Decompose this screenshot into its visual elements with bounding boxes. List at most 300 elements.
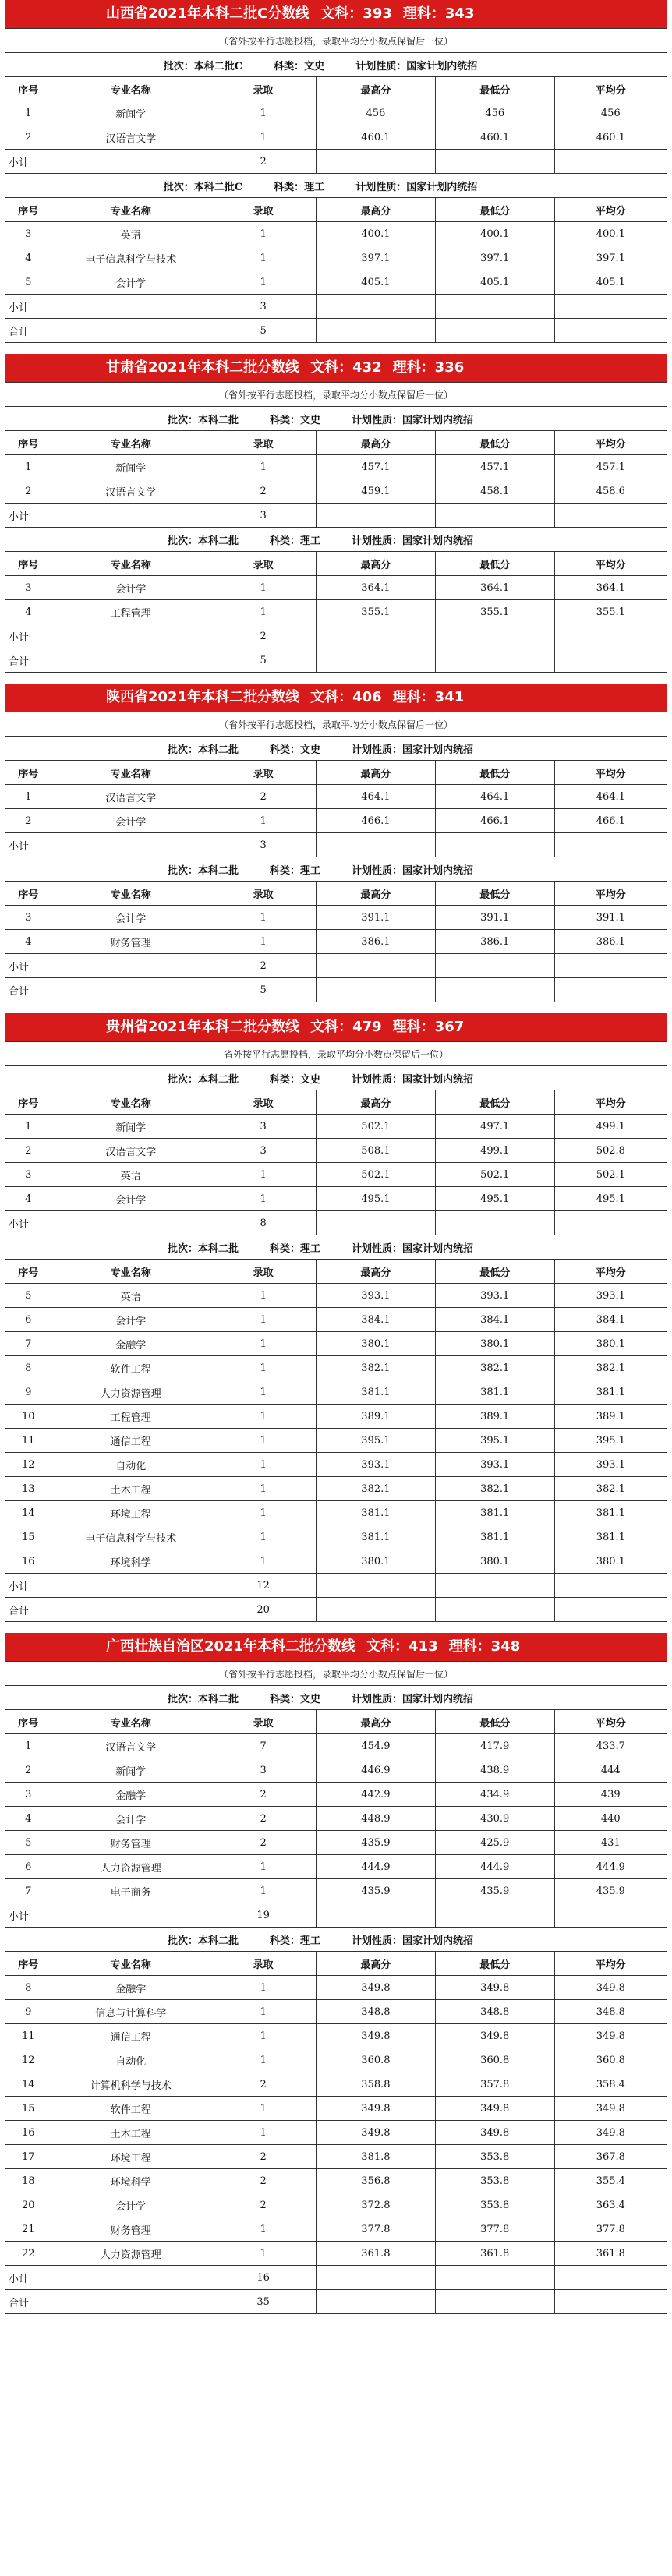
- empty-cell: [317, 1211, 436, 1235]
- table-cell: 433.7: [554, 1734, 667, 1758]
- empty-cell: [554, 648, 667, 673]
- total-label: 合计: [5, 648, 51, 673]
- table-cell: 395.1: [554, 1429, 667, 1453]
- column-header: 最低分: [435, 552, 554, 576]
- table-cell: 会计学: [51, 809, 210, 833]
- column-header: 专业名称: [51, 1260, 210, 1284]
- table-cell: 2: [210, 1831, 317, 1855]
- table-cell: 1: [210, 1380, 317, 1405]
- table-cell: 14: [5, 1501, 51, 1525]
- plan-value: 国家计划内统招: [402, 744, 474, 756]
- column-header: 最高分: [317, 882, 436, 906]
- table-cell: 459.1: [317, 479, 436, 504]
- table-cell: 1: [210, 809, 317, 833]
- batch-label: 批次：: [167, 1935, 198, 1947]
- subtotal-label: 小计: [5, 295, 51, 319]
- subject-value: 文史: [304, 60, 325, 72]
- empty-cell: [51, 504, 210, 528]
- empty-cell: [554, 2266, 667, 2290]
- table-cell: 384.1: [317, 1308, 436, 1332]
- subject-label: 科类：: [269, 1935, 300, 1947]
- subtotal-value: 2: [210, 150, 317, 174]
- like-line: 理科：367: [392, 1019, 465, 1035]
- table-cell: 380.1: [435, 1549, 554, 1574]
- table-cell: 384.1: [554, 1308, 667, 1332]
- column-header: 最高分: [317, 1260, 436, 1284]
- empty-cell: [317, 2290, 436, 2314]
- batch-info: [5, 1066, 667, 1090]
- column-header: 序号: [5, 761, 51, 785]
- table-cell: 3: [5, 222, 51, 246]
- column-header: 序号: [5, 1090, 51, 1115]
- table-cell: 393.1: [435, 1453, 554, 1477]
- batch-field: [168, 532, 239, 547]
- table-cell: 会计学: [51, 1807, 210, 1831]
- batch-field: [164, 178, 242, 193]
- table-cell: 372.8: [317, 2193, 436, 2217]
- table-cell: 381.1: [554, 1380, 667, 1405]
- table-cell: 新闻学: [51, 1758, 210, 1783]
- empty-cell: [435, 319, 554, 343]
- table-row: [5, 930, 667, 954]
- table-row: [5, 785, 667, 809]
- total-label: 合计: [5, 1598, 51, 1622]
- table-row: [5, 600, 667, 624]
- table-cell: 3: [5, 576, 51, 600]
- column-header: 平均分: [554, 882, 667, 906]
- table-cell: 440: [554, 1807, 667, 1831]
- subject-label: 科类：: [274, 181, 305, 193]
- table-cell: 汉语言文学: [51, 1139, 210, 1163]
- total-row: [5, 978, 667, 1002]
- table-cell: 444: [554, 1758, 667, 1783]
- section-header: [5, 0, 667, 28]
- wenke-line: 文科：393: [320, 5, 392, 22]
- table-cell: 2: [5, 479, 51, 504]
- table-row: [5, 1308, 667, 1332]
- empty-cell: [51, 978, 210, 1002]
- empty-cell: [435, 648, 554, 673]
- batch-row: [5, 528, 667, 552]
- subject-value: 文史: [300, 1693, 321, 1705]
- table-cell: 汉语言文学: [51, 479, 210, 504]
- subtotal-row: [5, 954, 667, 978]
- plan-label: 计划性质：: [352, 535, 403, 547]
- table-cell: 460.1: [317, 125, 436, 150]
- table-row: [5, 2097, 667, 2121]
- total-value: 5: [210, 319, 317, 343]
- table-row: [5, 1976, 667, 2000]
- table-cell: 391.1: [554, 906, 667, 930]
- table-cell: 382.1: [554, 1477, 667, 1501]
- table-cell: 1: [210, 1549, 317, 1574]
- table-cell: 环境科学: [51, 2169, 210, 2193]
- column-header: 最高分: [317, 552, 436, 576]
- subject-field: [270, 1240, 320, 1255]
- plan-value: 国家计划内统招: [402, 1693, 474, 1705]
- column-header: 序号: [5, 431, 51, 455]
- column-header: 最低分: [435, 1090, 554, 1115]
- table-cell: 1: [210, 576, 317, 600]
- plan-value: 国家计划内统招: [402, 414, 474, 426]
- like-line: 理科：343: [402, 5, 475, 22]
- table-cell: 439: [554, 1783, 667, 1807]
- table-cell: 1: [210, 2121, 317, 2145]
- empty-cell: [317, 624, 436, 648]
- column-header: 录取: [210, 77, 317, 101]
- table-cell: 英语: [51, 222, 210, 246]
- subtotal-row: [5, 624, 667, 648]
- table-row: [5, 1284, 667, 1308]
- table-cell: 384.1: [435, 1308, 554, 1332]
- empty-cell: [51, 2290, 210, 2314]
- table-row: [5, 1356, 667, 1380]
- table-cell: 349.8: [554, 1976, 667, 2000]
- table-cell: 16: [5, 2121, 51, 2145]
- column-header: 最低分: [435, 1952, 554, 1976]
- table-cell: 1: [210, 1477, 317, 1501]
- plan-field: [352, 412, 473, 426]
- table-cell: 448.9: [317, 1807, 436, 1831]
- column-header: 平均分: [554, 1710, 667, 1734]
- batch-row: [5, 1235, 667, 1260]
- column-header-row: [5, 1952, 667, 1976]
- total-value: 5: [210, 648, 317, 673]
- plan-field: [352, 1932, 473, 1947]
- table-cell: 361.8: [554, 2242, 667, 2266]
- column-header: 最高分: [317, 1710, 436, 1734]
- section-header: [5, 1013, 667, 1041]
- note-row: [5, 1662, 667, 1686]
- column-header: 专业名称: [51, 1090, 210, 1115]
- table-cell: 9: [5, 2000, 51, 2024]
- table-cell: 会计学: [51, 906, 210, 930]
- subtotal-value: 12: [210, 1574, 317, 1598]
- province-section: [5, 1633, 667, 2314]
- table-cell: 456: [554, 101, 667, 125]
- column-header: 序号: [5, 552, 51, 576]
- table-cell: 2: [210, 2193, 317, 2217]
- empty-cell: [317, 295, 436, 319]
- table-cell: 电子商务: [51, 1879, 210, 1903]
- table-cell: 389.1: [435, 1405, 554, 1429]
- table-cell: 386.1: [554, 930, 667, 954]
- table-cell: 502.1: [317, 1163, 436, 1187]
- section-header: [5, 1633, 667, 1661]
- empty-cell: [51, 295, 210, 319]
- table-row: [5, 2072, 667, 2097]
- plan-value: 国家计划内统招: [406, 181, 478, 193]
- table-cell: 381.8: [317, 2145, 436, 2169]
- table-cell: 11: [5, 1429, 51, 1453]
- batch-info: [5, 1686, 667, 1710]
- table-row: [5, 2121, 667, 2145]
- table-row: [5, 1783, 667, 1807]
- subtotal-value: 2: [210, 624, 317, 648]
- section-title: 贵州省2021年本科二批分数线: [106, 1019, 300, 1035]
- subtotal-row: [5, 150, 667, 174]
- table-cell: 环境工程: [51, 1501, 210, 1525]
- subject-value: 理工: [300, 864, 321, 877]
- table-cell: 386.1: [435, 930, 554, 954]
- column-header: 最低分: [435, 77, 554, 101]
- total-row: [5, 2290, 667, 2314]
- plan-value: 国家计划内统招: [402, 1935, 474, 1947]
- column-header: 最高分: [317, 1952, 436, 1976]
- section-header: [5, 354, 667, 382]
- table-cell: 自动化: [51, 1453, 210, 1477]
- subtotal-value: 8: [210, 1211, 317, 1235]
- table-cell: 391.1: [317, 906, 436, 930]
- table-cell: 22: [5, 2242, 51, 2266]
- table-cell: 工程管理: [51, 1405, 210, 1429]
- section-title: 甘肃省2021年本科二批分数线: [106, 359, 300, 376]
- table-cell: 1: [210, 930, 317, 954]
- column-header: 平均分: [554, 552, 667, 576]
- wenke-line: 文科：406: [310, 689, 382, 705]
- column-header-row: [5, 198, 667, 222]
- table-row: [5, 1831, 667, 1855]
- table-row: [5, 2048, 667, 2072]
- empty-cell: [51, 150, 210, 174]
- empty-cell: [435, 1574, 554, 1598]
- table-cell: 466.1: [317, 809, 436, 833]
- table-row: [5, 1734, 667, 1758]
- plan-value: 国家计划内统招: [406, 60, 478, 72]
- table-cell: 386.1: [317, 930, 436, 954]
- table-row: [5, 809, 667, 833]
- table-cell: 458.6: [554, 479, 667, 504]
- empty-cell: [317, 978, 436, 1002]
- column-header: 最低分: [435, 1710, 554, 1734]
- table-cell: 353.8: [435, 2193, 554, 2217]
- table-cell: 380.1: [317, 1332, 436, 1356]
- table-row: [5, 1477, 667, 1501]
- table-cell: 通信工程: [51, 1429, 210, 1453]
- table-cell: 389.1: [317, 1405, 436, 1429]
- table-cell: 381.1: [435, 1501, 554, 1525]
- table-row: [5, 2000, 667, 2024]
- table-cell: 458.1: [435, 479, 554, 504]
- subtotal-label: 小计: [5, 504, 51, 528]
- table-row: [5, 2242, 667, 2266]
- table-row: [5, 222, 667, 246]
- table-cell: 软件工程: [51, 2097, 210, 2121]
- subtotal-label: 小计: [5, 833, 51, 857]
- table-cell: 382.1: [317, 1356, 436, 1380]
- table-cell: 435.9: [554, 1879, 667, 1903]
- table-row: [5, 1549, 667, 1574]
- table-cell: 393.1: [554, 1453, 667, 1477]
- table-cell: 380.1: [317, 1549, 436, 1574]
- table-row: [5, 2193, 667, 2217]
- table-cell: 502.1: [554, 1163, 667, 1187]
- table-cell: 计算机科学与技术: [51, 2072, 210, 2097]
- column-header-row: [5, 761, 667, 785]
- table-cell: 1: [210, 1501, 317, 1525]
- subtotal-value: 3: [210, 833, 317, 857]
- table-cell: 457.1: [554, 455, 667, 479]
- subject-label: 科类：: [269, 1073, 300, 1086]
- empty-cell: [51, 954, 210, 978]
- empty-cell: [435, 1598, 554, 1622]
- table-cell: 381.1: [435, 1525, 554, 1549]
- batch-label: 批次：: [167, 1242, 198, 1255]
- batch-row: [5, 1928, 667, 1952]
- column-header: 最高分: [317, 77, 436, 101]
- table-cell: 349.8: [554, 2121, 667, 2145]
- table-cell: 400.1: [554, 222, 667, 246]
- table-cell: 1: [210, 1976, 317, 2000]
- empty-cell: [435, 833, 554, 857]
- table-row: [5, 1380, 667, 1405]
- batch-label: 批次：: [167, 864, 198, 877]
- wenke-line: 文科：432: [310, 359, 382, 376]
- empty-cell: [554, 1211, 667, 1235]
- subtotal-row: [5, 1574, 667, 1598]
- table-cell: 2: [5, 809, 51, 833]
- table-row: [5, 1405, 667, 1429]
- subtotal-label: 小计: [5, 1574, 51, 1598]
- subject-value: 文史: [300, 1073, 321, 1086]
- table-cell: 1: [210, 125, 317, 150]
- subtotal-value: 3: [210, 504, 317, 528]
- table-cell: 360.8: [435, 2048, 554, 2072]
- empty-cell: [435, 504, 554, 528]
- table-cell: 2: [5, 1139, 51, 1163]
- batch-info: [5, 53, 667, 77]
- batch-row: [5, 1686, 667, 1710]
- table-cell: 397.1: [435, 246, 554, 270]
- subject-value: 文史: [300, 744, 321, 756]
- plan-field: [352, 1240, 473, 1255]
- table-cell: 7: [5, 1879, 51, 1903]
- table-cell: 381.1: [317, 1525, 436, 1549]
- empty-cell: [554, 150, 667, 174]
- plan-label: 计划性质：: [352, 1935, 403, 1947]
- subject-label: 科类：: [269, 744, 300, 756]
- table-row: [5, 1501, 667, 1525]
- table-cell: 495.1: [317, 1187, 436, 1211]
- table-cell: 英语: [51, 1284, 210, 1308]
- table-row: [5, 1855, 667, 1879]
- column-header-row: [5, 882, 667, 906]
- table-cell: 349.8: [554, 2024, 667, 2048]
- table-cell: 金融学: [51, 1332, 210, 1356]
- subtotal-label: 小计: [5, 1903, 51, 1928]
- total-value: 35: [210, 2290, 317, 2314]
- table-cell: 502.8: [554, 1139, 667, 1163]
- table-cell: 444.9: [317, 1855, 436, 1879]
- table-cell: 人力资源管理: [51, 1855, 210, 1879]
- table-cell: 8: [5, 1356, 51, 1380]
- batch-label: 批次：: [167, 1693, 198, 1705]
- table-cell: 4: [5, 1807, 51, 1831]
- section-title: 陕西省2021年本科二批分数线: [106, 689, 300, 705]
- table-cell: 工程管理: [51, 600, 210, 624]
- subject-field: [270, 741, 320, 756]
- score-table: [5, 1661, 667, 2314]
- subject-field: [270, 412, 320, 426]
- subtotal-label: 小计: [5, 2266, 51, 2290]
- table-cell: 466.1: [435, 809, 554, 833]
- table-cell: 502.1: [317, 1115, 436, 1139]
- empty-cell: [435, 1903, 554, 1928]
- batch-row: [5, 737, 667, 761]
- table-cell: 20: [5, 2193, 51, 2217]
- column-header: 专业名称: [51, 77, 210, 101]
- table-cell: 349.8: [317, 2121, 436, 2145]
- table-cell: 1: [210, 246, 317, 270]
- column-header: 录取: [210, 882, 317, 906]
- empty-cell: [554, 1574, 667, 1598]
- table-cell: 16: [5, 1549, 51, 1574]
- batch-field: [168, 1071, 239, 1086]
- batch-value: 本科二批: [197, 864, 239, 877]
- table-cell: 18: [5, 2169, 51, 2193]
- batch-value: 本科二批: [197, 744, 239, 756]
- subject-value: 文史: [300, 414, 321, 426]
- empty-cell: [51, 1598, 210, 1622]
- table-cell: 财务管理: [51, 930, 210, 954]
- table-cell: 4: [5, 930, 51, 954]
- table-cell: 财务管理: [51, 2217, 210, 2242]
- table-cell: 355.4: [554, 2169, 667, 2193]
- table-cell: 汉语言文学: [51, 785, 210, 809]
- table-cell: 英语: [51, 1163, 210, 1187]
- score-table: [5, 28, 667, 343]
- table-cell: 1: [210, 1453, 317, 1477]
- batch-row: [5, 407, 667, 431]
- table-cell: 364.1: [317, 576, 436, 600]
- subject-label: 科类：: [269, 1242, 300, 1255]
- table-cell: 1: [210, 1332, 317, 1356]
- plan-field: [352, 1071, 473, 1086]
- empty-cell: [435, 2266, 554, 2290]
- table-cell: 土木工程: [51, 1477, 210, 1501]
- empty-cell: [317, 504, 436, 528]
- column-header: 平均分: [554, 1090, 667, 1115]
- note-row: [5, 1042, 667, 1066]
- plan-value: 国家计划内统招: [402, 1073, 474, 1086]
- section-title: 广西壮族自治区2021年本科二批分数线: [106, 1638, 356, 1655]
- table-cell: 1: [210, 1429, 317, 1453]
- table-cell: 1: [5, 1115, 51, 1139]
- table-cell: 464.1: [317, 785, 436, 809]
- table-cell: 380.1: [554, 1549, 667, 1574]
- table-cell: 391.1: [435, 906, 554, 930]
- table-cell: 397.1: [317, 246, 436, 270]
- table-cell: 381.1: [554, 1525, 667, 1549]
- table-row: [5, 1525, 667, 1549]
- total-row: [5, 319, 667, 343]
- table-row: [5, 479, 667, 504]
- table-cell: 358.8: [317, 2072, 436, 2097]
- column-header: 平均分: [554, 761, 667, 785]
- table-cell: 15: [5, 2097, 51, 2121]
- column-header: 序号: [5, 1952, 51, 1976]
- batch-label: 批次：: [167, 414, 198, 426]
- table-cell: 2: [210, 1783, 317, 1807]
- table-cell: 1: [210, 2242, 317, 2266]
- table-cell: 15: [5, 1525, 51, 1549]
- table-cell: 1: [210, 222, 317, 246]
- batch-info: [5, 1235, 667, 1260]
- table-cell: 499.1: [554, 1115, 667, 1139]
- batch-info: [5, 1928, 667, 1952]
- table-cell: 456: [317, 101, 436, 125]
- batch-label: 批次：: [167, 535, 198, 547]
